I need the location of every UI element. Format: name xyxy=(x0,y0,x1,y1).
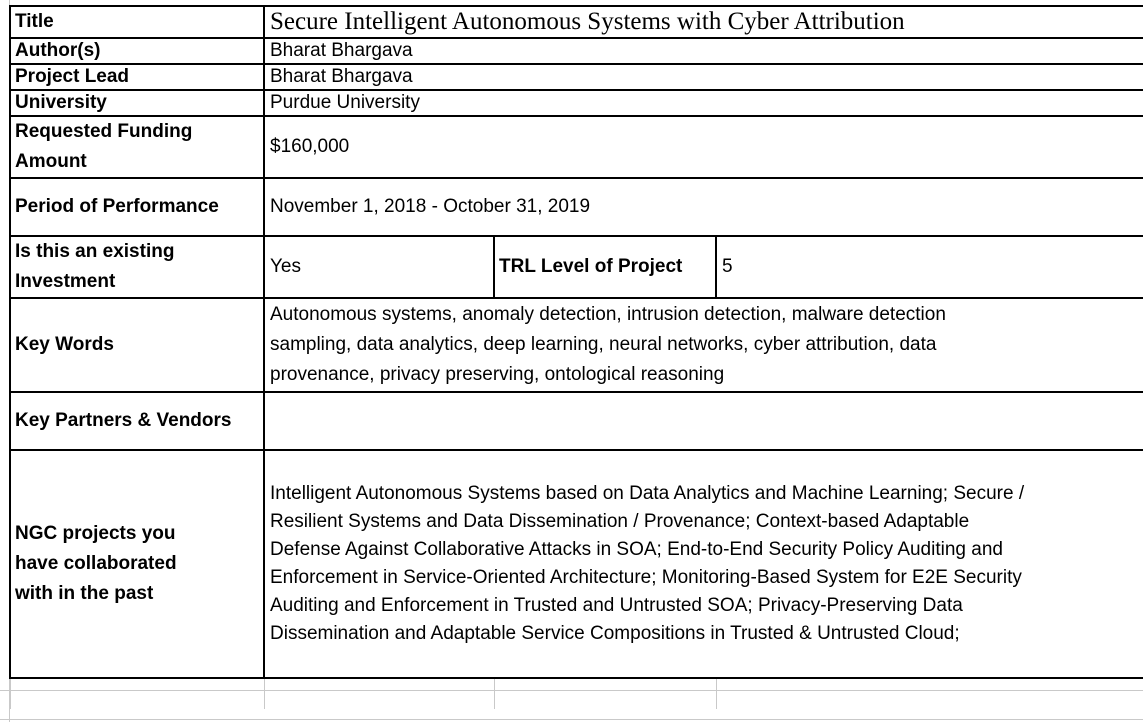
title-value[interactable]: Secure Intelligent Autonomous Systems with Cyber Attribution xyxy=(264,6,1143,38)
row-ngc-projects xyxy=(10,450,1143,678)
funding-label: Requested Funding Amount xyxy=(10,116,264,178)
ngc-projects-label: NGC projects you have collaborated with in the past xyxy=(10,450,264,678)
empty-cell[interactable] xyxy=(10,678,264,709)
key-words-label: Key Words xyxy=(10,298,264,392)
row-key-words xyxy=(10,298,1143,392)
authors-value[interactable]: Bharat Bhargava xyxy=(264,38,1143,64)
authors-label: Author(s) xyxy=(10,38,264,64)
row-university xyxy=(10,90,1143,116)
university-value[interactable]: Purdue University xyxy=(264,90,1143,116)
existing-investment-value[interactable]: Yes xyxy=(264,236,494,298)
period-value[interactable]: November 1, 2018 - October 31, 2019 xyxy=(264,178,1143,236)
project-lead-label: Project Lead xyxy=(10,64,264,90)
university-label: University xyxy=(10,90,264,116)
funding-value[interactable]: $160,000 xyxy=(264,116,1143,178)
empty-cell[interactable] xyxy=(716,678,1143,709)
period-label: Period of Performance xyxy=(10,178,264,236)
row-period xyxy=(10,178,1143,236)
sheet-gridline xyxy=(0,719,1143,720)
row-empty xyxy=(10,678,1143,709)
project-info-table xyxy=(9,5,1143,709)
row-authors xyxy=(10,38,1143,64)
trl-level-value[interactable]: 5 xyxy=(716,236,1143,298)
existing-investment-label: Is this an existing Investment xyxy=(10,236,264,298)
row-title xyxy=(10,6,1143,38)
title-label: Title xyxy=(10,6,264,38)
key-words-value[interactable]: Autonomous systems, anomaly detection, intrusion detection, malware detection sampling, data analytics, deep learning, neural networks, cyber attribution, data provenance, privacy preserving, ontological reasoning xyxy=(264,298,1143,392)
partners-label: Key Partners & Vendors xyxy=(10,392,264,450)
row-partners xyxy=(10,392,1143,450)
row-funding xyxy=(10,116,1143,178)
empty-cell[interactable] xyxy=(494,678,716,709)
trl-level-label: TRL Level of Project xyxy=(494,236,716,298)
empty-cell[interactable] xyxy=(264,678,494,709)
partners-value[interactable] xyxy=(264,392,1143,450)
ngc-projects-value[interactable]: Intelligent Autonomous Systems based on Data Analytics and Machine Learning; Secure / Resilient Systems and Data Dissemination / Provenance; Context-based Adaptable Defense Against Collaborative Attacks in SOA; End-to-End Security Policy Auditing and Enforcement in Service-Oriented Architecture; Monitoring-Based System for E2E Security Auditing and Enforcement in Trusted and Untrusted SOA; Privacy-Preserving Data Dissemination and Adaptable Service Compositions in Trusted & Untrusted Cloud; xyxy=(264,450,1143,678)
project-lead-value[interactable]: Bharat Bhargava xyxy=(264,64,1143,90)
row-project-lead xyxy=(10,64,1143,90)
row-existing-investment xyxy=(10,236,1143,298)
